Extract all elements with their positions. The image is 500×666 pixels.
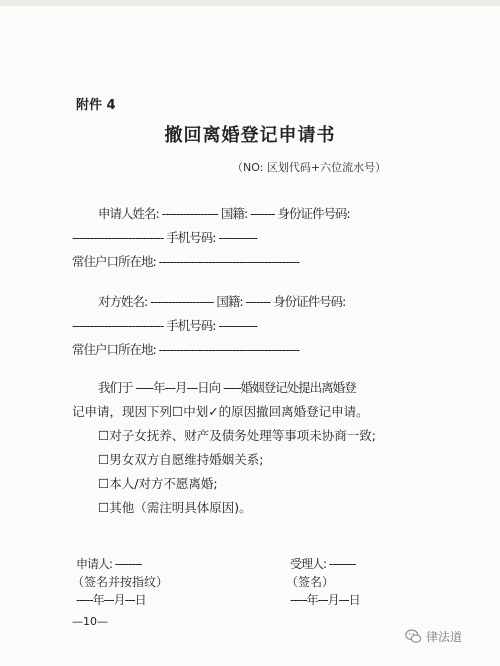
applicant-signature-label: 申请人: --------	[76, 557, 142, 571]
page-top-edge	[0, 0, 500, 6]
watermark-text: 律法道	[426, 630, 463, 644]
applicant-residence-line: 常住户口所在地: ----------------------------------------	[72, 254, 300, 269]
reason-option-3: ☐本人/对方不愿离婚;	[98, 476, 218, 491]
spouse-name-line: 对方姓名: ------------------ 国籍: ------- 身份证件号码:	[98, 294, 346, 309]
page-number: —10—	[72, 615, 108, 628]
spouse-phone-line: -------------------------- 手机号码: -----------	[72, 318, 258, 333]
receiver-signature-label: 受理人: --------	[290, 557, 356, 571]
wechat-icon	[405, 628, 422, 645]
annex-label: 附件 4	[76, 98, 116, 113]
serial-number-note: （NO: 区划代码+六位流水号）	[232, 161, 387, 174]
reason-option-2: ☐男女双方自愿维持婚姻关系;	[98, 452, 264, 467]
applicant-signature-note: （签名并按指纹）	[72, 575, 169, 589]
reason-option-4: ☐其他（需注明具体原因)。	[98, 500, 252, 515]
body-paragraph-line-1: 我们于 -----年---月---日向 -----婚姻登记处提出离婚登	[98, 380, 356, 395]
applicant-phone-line: -------------------------- 手机号码: -----------	[72, 230, 258, 245]
applicant-name-line: 申请人姓名: ---------------- 国籍: ------- 身份证件号码:	[98, 206, 350, 221]
reason-option-1: ☐对子女抚养、财产及债务处理等事项未协商一致;	[98, 428, 376, 443]
receiver-date: -----年---月---日	[290, 593, 360, 607]
spouse-residence-line: 常住户口所在地: ----------------------------------------	[72, 342, 300, 357]
applicant-date: -----年---月---日	[76, 593, 146, 607]
body-paragraph-line-2: 记申请，现因下列☐中划✓的原因撤回离婚登记申请。	[72, 404, 369, 419]
receiver-signature-note: （签名）	[286, 575, 335, 589]
document-title: 撤回离婚登记申请书	[164, 125, 336, 146]
watermark	[405, 628, 462, 645]
